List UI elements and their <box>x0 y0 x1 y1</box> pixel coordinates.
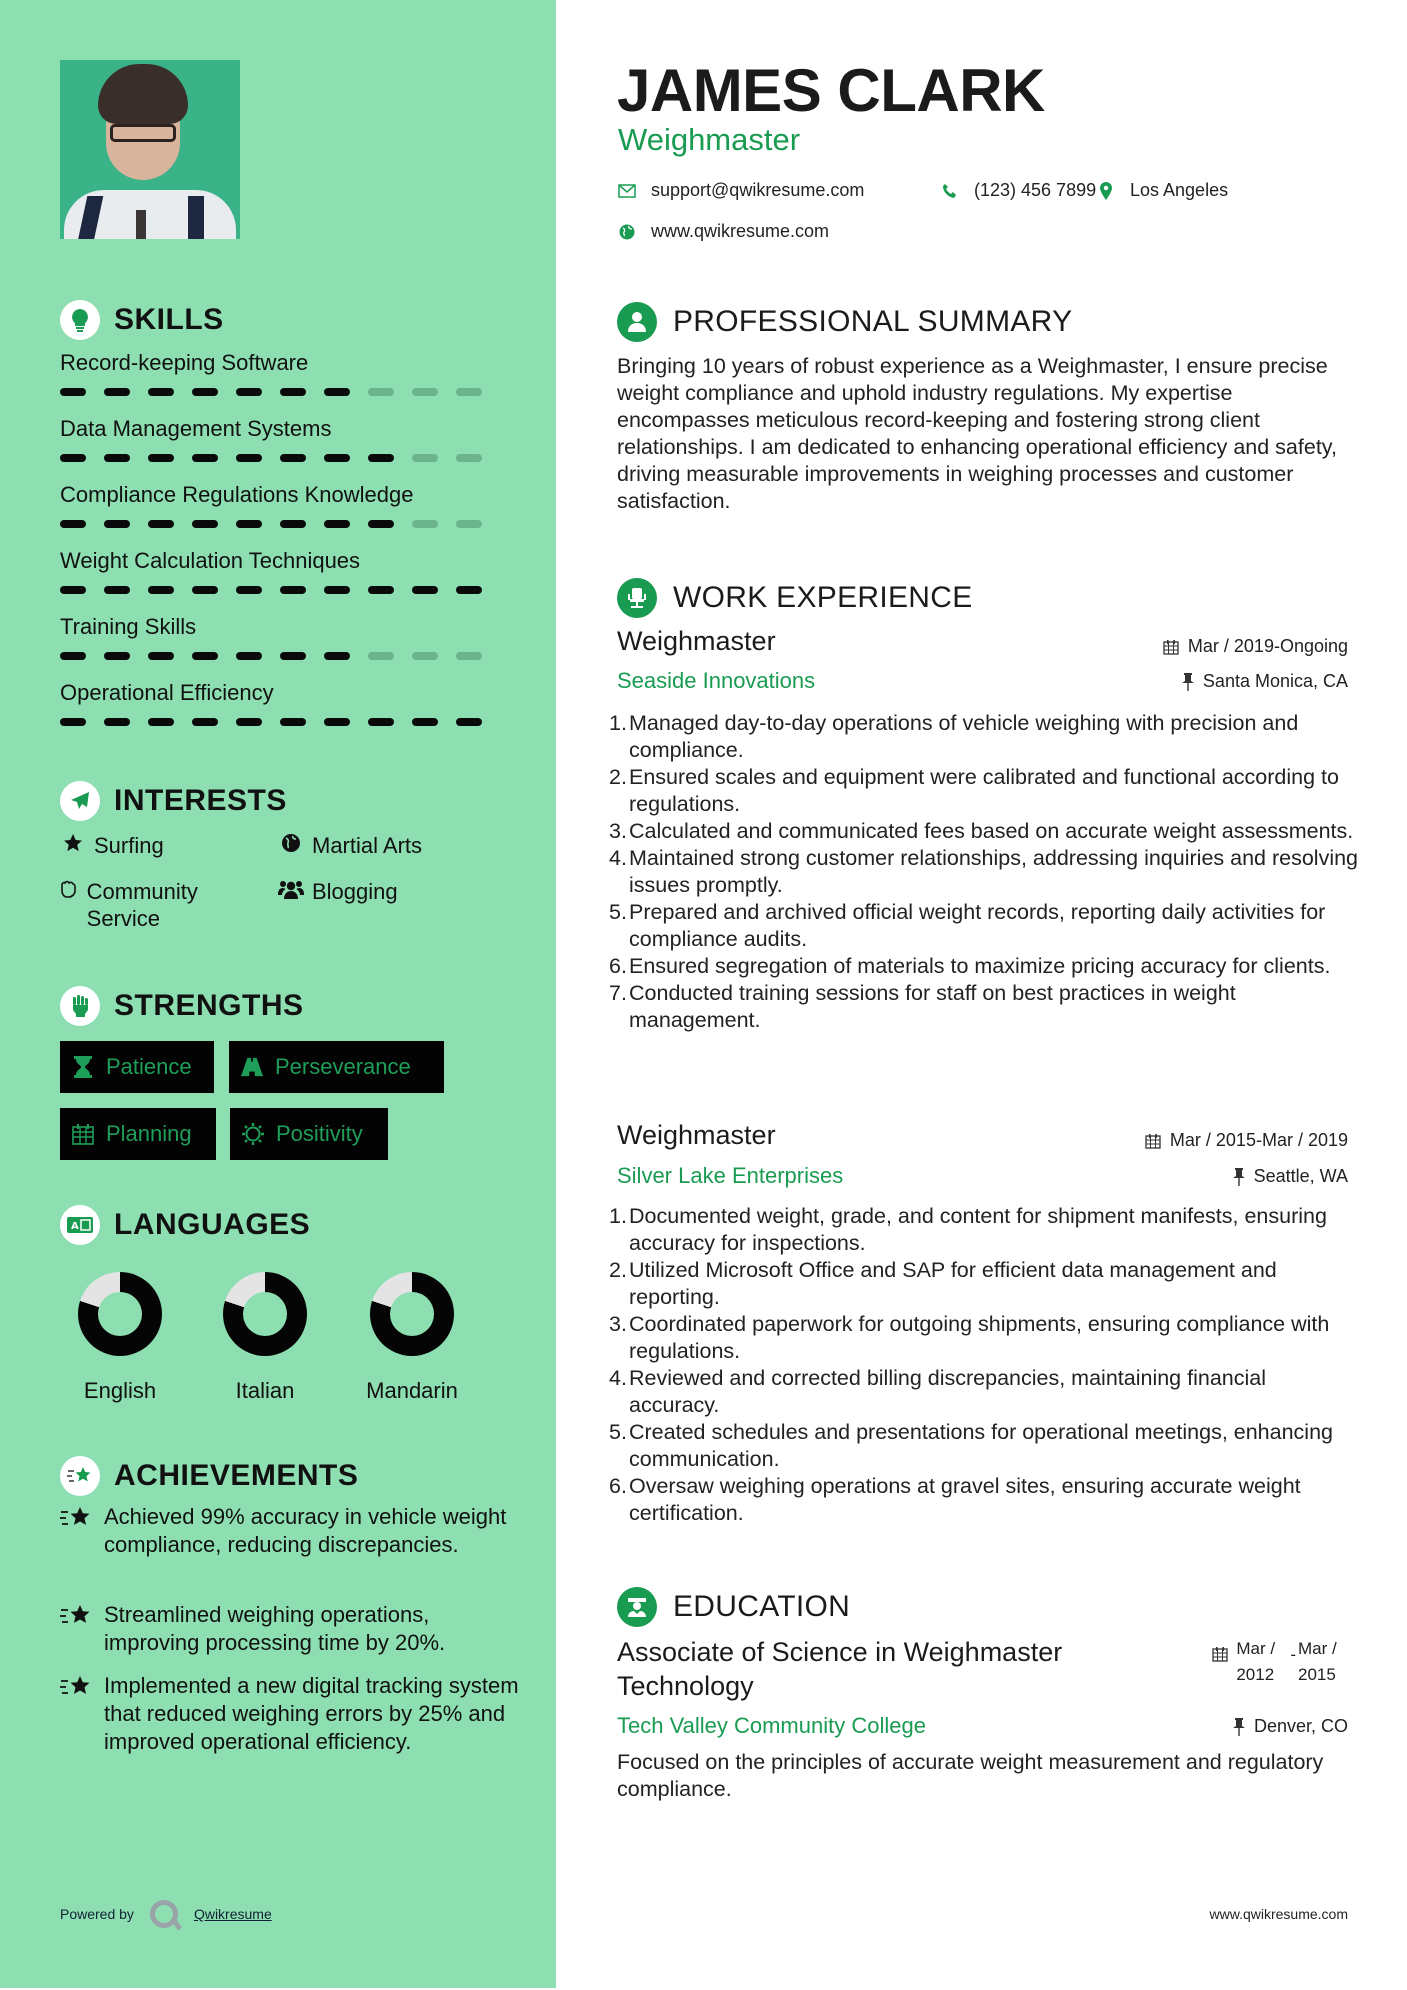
sun-icon <box>242 1123 264 1145</box>
rating-dash <box>104 718 130 726</box>
skill-item: Weight Calculation Techniques <box>60 546 500 594</box>
paper-plane-icon <box>60 781 100 821</box>
rating-dash <box>148 586 174 594</box>
job-dates: Mar / 2015-Mar / 2019 <box>1145 1130 1348 1151</box>
list-number: 5. <box>609 1420 627 1444</box>
rating-dash <box>104 454 130 462</box>
experience-heading: WORK EXPERIENCE <box>617 578 973 618</box>
rating-dash <box>148 652 174 660</box>
list-number: 4. <box>609 846 627 870</box>
school-name: Tech Valley Community College <box>617 1713 926 1738</box>
job-title: Weighmaster <box>617 1120 776 1150</box>
rating-dash <box>280 520 306 528</box>
degree-title: Associate of Science in Weighmaster Technology <box>617 1637 1063 1701</box>
hand-icon <box>58 878 79 899</box>
list-number: 5. <box>609 900 627 924</box>
rating-dash <box>192 454 218 462</box>
list-item <box>609 710 1359 764</box>
language-item: Italian <box>200 1272 330 1404</box>
rating-dash <box>368 652 394 660</box>
rating-dash <box>60 454 86 462</box>
strength-chip: Positivity <box>230 1108 388 1160</box>
education-description: Focused on the principles of accurate weight measurement and regulatory compliance. <box>617 1750 1324 1801</box>
rating-dash <box>236 718 262 726</box>
list-number: 1. <box>609 1204 627 1228</box>
globe-icon <box>617 224 637 240</box>
strength-chip: Planning <box>60 1108 216 1160</box>
skill-rating <box>60 388 500 396</box>
rating-dash <box>412 652 438 660</box>
language-proficiency-donut <box>223 1272 307 1356</box>
language-item: Mandarin <box>347 1272 477 1404</box>
skill-rating <box>60 652 500 660</box>
job-bullets <box>609 710 1359 1034</box>
rating-dash <box>456 388 482 396</box>
language-proficiency-donut <box>370 1272 454 1356</box>
list-item <box>609 845 1359 899</box>
job-dates: Mar / 2019-Ongoing <box>1163 636 1348 657</box>
users-icon <box>278 878 304 901</box>
rating-dash <box>324 520 350 528</box>
list-item <box>609 1419 1359 1473</box>
rating-dash <box>192 520 218 528</box>
list-text: Coordinated paperwork for outgoing shipments, ensuring compliance with regulations. <box>629 1312 1330 1363</box>
rating-dash <box>324 388 350 396</box>
phone-icon <box>940 183 960 199</box>
list-text: Conducted training sessions for staff on best practices in weight management. <box>629 981 1236 1032</box>
list-text: Prepared and archived official weight records, reporting daily activities for compliance audits. <box>629 900 1326 951</box>
graduate-icon <box>617 1587 657 1627</box>
candidate-name: JAMES CLARK <box>617 57 1045 124</box>
strength-chip: Perseverance <box>229 1041 444 1093</box>
job-bullets <box>609 1203 1359 1527</box>
interest-item: Surfing <box>60 832 164 859</box>
achievement-item: Achieved 99% accuracy in vehicle weight compliance, reducing discrepancies. <box>60 1503 520 1559</box>
rating-dash <box>368 454 394 462</box>
skill-rating <box>60 718 500 726</box>
rating-dash <box>324 718 350 726</box>
list-item <box>609 980 1359 1034</box>
list-item <box>609 953 1359 980</box>
skill-item: Operational Efficiency <box>60 678 500 726</box>
interests-heading: INTERESTS <box>60 781 287 821</box>
list-number: 6. <box>609 954 627 978</box>
rating-dash <box>236 454 262 462</box>
achievements-heading: ACHIEVEMENTS <box>60 1456 358 1496</box>
skill-rating <box>60 454 500 462</box>
rating-dash <box>456 586 482 594</box>
rating-dash <box>192 586 218 594</box>
rating-dash <box>236 586 262 594</box>
rating-dash <box>456 718 482 726</box>
sidebar <box>0 0 556 1988</box>
interest-item: Blogging <box>278 878 398 905</box>
skills-heading: SKILLS <box>60 300 224 340</box>
language-proficiency-donut <box>78 1272 162 1356</box>
rating-dash <box>280 652 306 660</box>
summary-text: Bringing 10 years of robust experience as a Weighmaster, I ensure precise weight compliance and uphold industry regulations. My expertise encompasses meticulous record-keeping and fostering strong client relationships. I am dedicated to enhancing operational efficiency and safety, driving measurable improvements in weighing processes and customer satisfaction. <box>617 354 1337 513</box>
contact-location: Los Angeles <box>1096 180 1228 201</box>
list-item <box>609 1257 1359 1311</box>
list-text: Utilized Microsoft Office and SAP for efficient data management and reporting. <box>629 1258 1277 1309</box>
rating-dash <box>412 718 438 726</box>
rating-dash <box>412 388 438 396</box>
interest-item: Community Service <box>58 878 238 932</box>
envelope-icon <box>617 184 637 198</box>
lightbulb-icon <box>60 300 100 340</box>
shooting-star-icon <box>60 1672 104 1756</box>
rating-dash <box>368 520 394 528</box>
rating-dash <box>236 388 262 396</box>
shooting-star-icon <box>60 1456 100 1496</box>
fist-icon <box>60 986 100 1026</box>
list-text: Reviewed and corrected billing discrepancies, maintaining financial accuracy. <box>629 1366 1266 1417</box>
list-text: Documented weight, grade, and content for shipment manifests, ensuring accuracy for inspections. <box>629 1204 1327 1255</box>
job-location: Seattle, WA <box>1233 1166 1348 1187</box>
rating-dash <box>236 652 262 660</box>
education-heading: EDUCATION <box>617 1587 850 1627</box>
rating-dash <box>104 520 130 528</box>
list-number: 3. <box>609 1312 627 1336</box>
footer-url[interactable]: www.qwikresume.com <box>1209 1906 1348 1922</box>
language-icon <box>60 1205 100 1245</box>
rating-dash <box>192 652 218 660</box>
rating-dash <box>280 454 306 462</box>
list-item <box>609 764 1359 818</box>
rating-dash <box>148 718 174 726</box>
rating-dash <box>456 454 482 462</box>
list-number: 4. <box>609 1366 627 1390</box>
pushpin-icon <box>1182 673 1194 691</box>
company-name: Silver Lake Enterprises <box>617 1163 844 1188</box>
list-text: Managed day-to-day operations of vehicle weighing with precision and compliance. <box>629 711 1299 762</box>
rating-dash <box>148 454 174 462</box>
rating-dash <box>368 718 394 726</box>
rating-dash <box>60 586 86 594</box>
rating-dash <box>456 652 482 660</box>
rating-dash <box>148 520 174 528</box>
rating-dash <box>280 388 306 396</box>
strength-chip: Patience <box>60 1041 214 1093</box>
list-item <box>609 1365 1359 1419</box>
list-number: 6. <box>609 1474 627 1498</box>
rating-dash <box>324 586 350 594</box>
contact-website[interactable]: www.qwikresume.com <box>617 221 829 242</box>
list-item <box>609 1311 1359 1365</box>
rating-dash <box>324 652 350 660</box>
rating-dash <box>368 586 394 594</box>
language-item: English <box>55 1272 185 1404</box>
education-dates: Mar / 2012 - Mar / 2015 <box>1212 1636 1348 1688</box>
contact-phone[interactable]: (123) 456 7899 <box>940 180 1096 201</box>
rating-dash <box>60 718 86 726</box>
rating-dash <box>104 586 130 594</box>
rating-dash <box>236 520 262 528</box>
rating-dash <box>412 454 438 462</box>
education-location: Denver, CO <box>1233 1716 1348 1737</box>
list-text: Created schedules and presentations for operational meetings, enhancing communication. <box>629 1420 1333 1471</box>
rating-dash <box>456 520 482 528</box>
skill-item: Compliance Regulations Knowledge <box>60 480 500 528</box>
list-number: 3. <box>609 819 627 843</box>
map-pin-icon <box>1096 182 1116 200</box>
star-icon <box>60 832 86 853</box>
globe-icon <box>278 832 304 853</box>
list-text: Maintained strong customer relationships, addressing inquiries and resolving issues promptly. <box>629 846 1359 897</box>
qwikresume-logo-icon <box>150 1900 178 1928</box>
list-item <box>609 1203 1359 1257</box>
shooting-star-icon <box>60 1503 104 1559</box>
list-text: Ensured scales and equipment were calibrated and functional according to regulations. <box>629 765 1339 816</box>
rating-dash <box>368 388 394 396</box>
pushpin-icon <box>1233 1168 1245 1186</box>
list-text: Oversaw weighing operations at gravel sites, ensuring accurate weight certification. <box>629 1474 1301 1525</box>
calendar-icon <box>1163 639 1179 655</box>
rating-dash <box>412 586 438 594</box>
hourglass-icon <box>72 1056 94 1078</box>
list-item <box>609 1473 1359 1527</box>
road-icon <box>241 1056 263 1078</box>
list-item <box>609 818 1359 845</box>
calendar-icon <box>72 1123 94 1145</box>
user-icon <box>617 302 657 342</box>
rating-dash <box>104 652 130 660</box>
languages-heading: A LANGUAGES <box>60 1205 310 1245</box>
pushpin-icon <box>1233 1718 1245 1736</box>
skill-item: Training Skills <box>60 612 500 660</box>
rating-dash <box>412 520 438 528</box>
list-item <box>609 899 1359 953</box>
achievement-item: Implemented a new digital tracking system that reduced weighing errors by 25% and improved operational efficiency. <box>60 1672 520 1756</box>
rating-dash <box>60 388 86 396</box>
job-location: Santa Monica, CA <box>1182 671 1348 692</box>
skill-item: Data Management Systems <box>60 414 500 462</box>
strengths-heading: STRENGTHS <box>60 986 304 1026</box>
rating-dash <box>192 718 218 726</box>
rating-dash <box>60 652 86 660</box>
list-number: 1. <box>609 711 627 735</box>
rating-dash <box>280 718 306 726</box>
list-text: Calculated and communicated fees based on accurate weight assessments. <box>629 819 1354 843</box>
list-number: 2. <box>609 1258 627 1282</box>
calendar-icon <box>1212 1636 1228 1670</box>
list-number: 2. <box>609 765 627 789</box>
qwikresume-link[interactable]: Qwikresume <box>193 1906 272 1922</box>
list-text: Ensured segregation of materials to maximize pricing accuracy for clients. <box>629 954 1331 978</box>
rating-dash <box>280 586 306 594</box>
company-name: Seaside Innovations <box>617 668 816 693</box>
shooting-star-icon <box>60 1601 104 1657</box>
office-chair-icon <box>617 578 657 618</box>
list-number: 7. <box>609 981 627 1005</box>
skill-rating <box>60 520 500 528</box>
calendar-icon <box>1145 1133 1161 1149</box>
achievement-item: Streamlined weighing operations, improving processing time by 20%. <box>60 1601 520 1657</box>
contact-email[interactable]: support@qwikresume.com <box>617 180 864 201</box>
summary-heading: PROFESSIONAL SUMMARY <box>617 302 1072 342</box>
svg-text:A: A <box>71 1221 79 1232</box>
profile-photo <box>60 60 240 239</box>
job-title: Weighmaster <box>617 626 776 656</box>
rating-dash <box>104 388 130 396</box>
powered-by: Powered by Qwikresume <box>60 1900 272 1928</box>
candidate-title: Weighmaster <box>618 122 801 157</box>
skill-item: Record-keeping Software <box>60 348 500 396</box>
rating-dash <box>192 388 218 396</box>
interest-item: Martial Arts <box>278 832 422 859</box>
skill-rating <box>60 586 500 594</box>
main-content <box>556 0 1407 1990</box>
rating-dash <box>148 388 174 396</box>
rating-dash <box>324 454 350 462</box>
rating-dash <box>60 520 86 528</box>
